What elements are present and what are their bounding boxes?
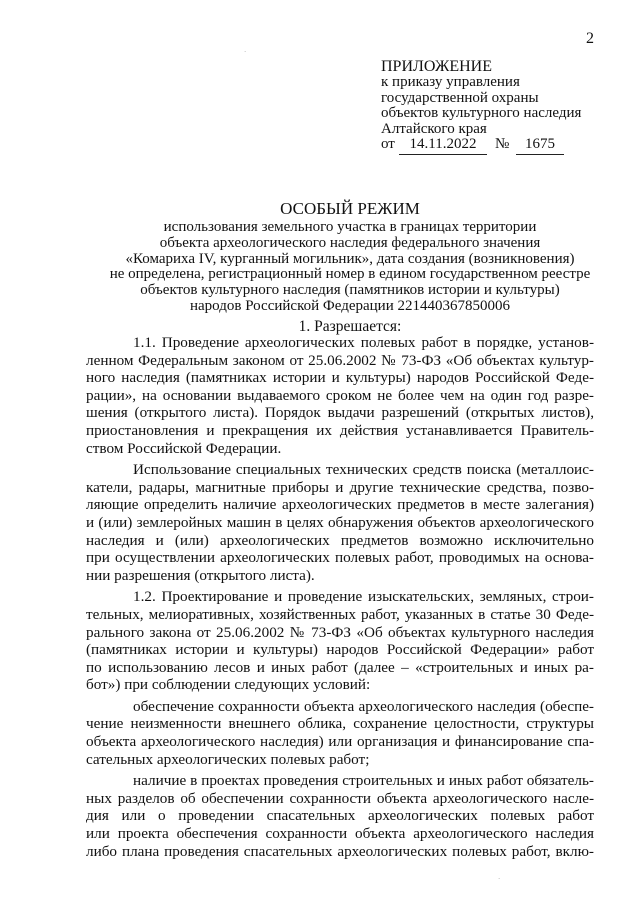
- text-line: ленном Федеральным законом от 25.06.2002 № 73-ФЗ «Об объектах культур-: [86, 351, 594, 369]
- appendix-block: [381, 58, 581, 155]
- text-line: обеспечение сохранности объекта археологического наследия (обеспе-: [133, 697, 594, 715]
- text-line: по использованию лесов и иных работ (далее – «строительных и иных ра-: [86, 658, 594, 676]
- text-line: катели, радары, магнитные приборы и другие технические средства, позво-: [86, 478, 594, 496]
- paragraph-condition-1: [86, 698, 594, 768]
- text-line: ством Российской Федерации.: [86, 439, 282, 457]
- scan-speck: ˑ: [244, 48, 247, 57]
- title-line: не определена, регистрационный номер в едином государственном реестре: [109, 266, 591, 283]
- text-line: рального закона от 25.06.2002 № 73-ФЗ «Об объектах культурного наследия: [86, 623, 594, 641]
- text-line: бот») при соблюдении следующих условий:: [86, 676, 371, 694]
- text-line: наличие в проектах проведения строительных и иных работ обязатель-: [133, 772, 594, 790]
- text-line: объекта археологического наследия) или организация и финансирование спа-: [86, 733, 594, 751]
- text-line: нии разрешения (открытого листа).: [86, 566, 315, 584]
- text-line: наследия и (или) археологических предметов возможно исключительно: [86, 531, 594, 549]
- appendix-line: государственной охраны: [381, 89, 539, 106]
- text-line: ляющие определить наличие археологических предметов в месте залегания): [86, 496, 594, 514]
- paragraph-condition-2: [86, 772, 594, 860]
- appendix-line: Алтайского края: [381, 120, 487, 137]
- text-line: Использование специальных технических средств поиска (металлоис-: [133, 461, 594, 479]
- appendix-line: к приказу управления: [381, 74, 520, 90]
- section-body: [86, 334, 594, 860]
- order-date-number: [381, 137, 581, 155]
- title-heading: ОСОБЫЙ РЕЖИМ: [280, 199, 420, 218]
- text-line: либо плана проведения спасательных археологических полевых работ, вклю-: [86, 842, 594, 860]
- text-line: 1.1. Проведение археологических полевых работ в порядке, установ-: [133, 334, 594, 351]
- text-line: дия или о проведении спасательных археологических полевых работ: [86, 807, 594, 825]
- text-line: ного наследия (памятниках истории и культуры) народов Российской Феде-: [86, 369, 594, 387]
- text-line: при осуществлении археологических полевых работ, проводимых на основа-: [86, 549, 594, 567]
- date-prefix: от: [381, 136, 395, 153]
- text-line: или проекта обеспечения сохранности объекта археологического наследия: [86, 825, 594, 843]
- text-line: 1.2. Проектирование и проведение изыскательских, земляных, строи-: [133, 588, 594, 606]
- text-line: тельных, мелиоративных, хозяйственных работ, указанных в статье 30 Феде-: [86, 605, 594, 623]
- number-sign: №: [495, 136, 510, 153]
- text-line: рации», на основании выдаваемого сроком не более чем на один год разре-: [86, 386, 594, 404]
- order-date: 14.11.2022: [399, 137, 487, 155]
- scan-speck: ˑ: [498, 875, 501, 884]
- title-line: использования земельного участка в границах территории: [163, 219, 537, 235]
- title-line: объекта археологического наследия федерального значения: [159, 234, 541, 251]
- title-line: народов Российской Федерации 221440367850006: [190, 297, 510, 314]
- text-line: (памятниках истории и культуры) народов Российской Федерации» работ: [86, 641, 594, 659]
- text-line: приостановления и прекращения их действия устанавливается Правитель-: [86, 421, 594, 439]
- section-heading: 1. Разрешается:: [298, 318, 402, 335]
- appendix-line: объектов культурного наследия: [381, 105, 582, 122]
- title-line: «Комариха IV, курганный могильник», дата создания (возникновения): [125, 250, 575, 267]
- paragraph-tools: [86, 461, 594, 584]
- text-line: шения (открытого листа). Порядок выдачи разрешений (открытых листов),: [86, 404, 594, 422]
- text-line: сательных археологических полевых работ;: [86, 750, 370, 768]
- order-number: 1675: [516, 137, 564, 155]
- text-line: и (или) землеройных машин в целях обнаружения объектов археологического: [86, 513, 594, 531]
- appendix-heading: ПРИЛОЖЕНИЕ: [381, 58, 493, 75]
- paragraph-1-1: [86, 334, 594, 457]
- page-number: 2: [586, 30, 594, 47]
- text-line: ных разделов об обеспечении сохранности объекта археологического насле-: [86, 789, 594, 807]
- text-line: чение неизменности внешнего облика, сохранение целостности, структуры: [86, 715, 594, 733]
- title-line: объектов культурного наследия (памятников истории и культуры): [140, 282, 560, 299]
- document-title: [80, 198, 620, 315]
- paragraph-1-2: [86, 588, 594, 694]
